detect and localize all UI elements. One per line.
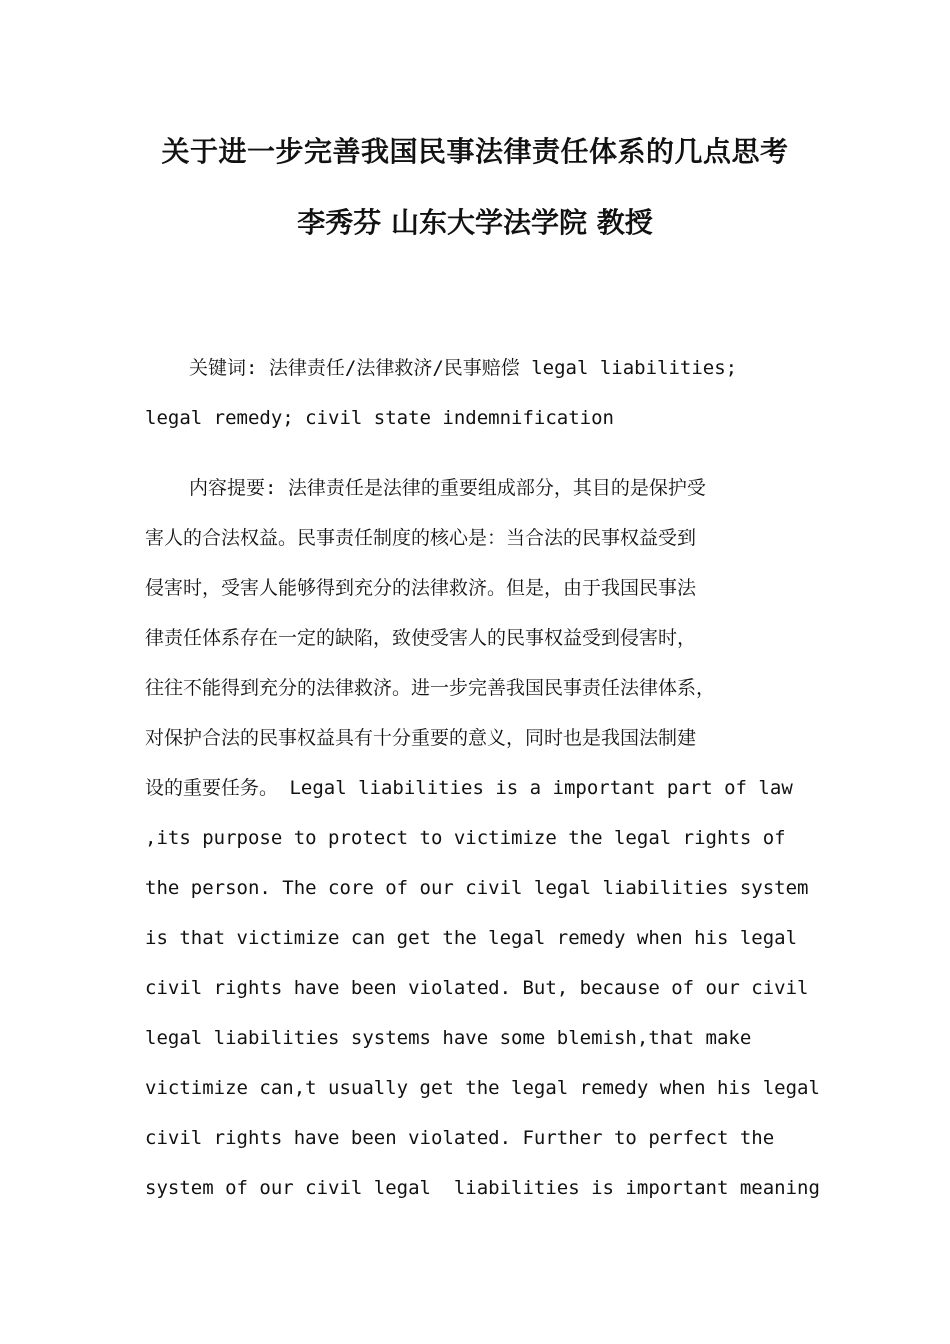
abstract-line: 侵害时，受害人能够得到充分的法律救济。但是，由于我国民事法 [145,577,697,599]
abstract-line: 内容提要: 法律责任是法律的重要组成部分，其目的是保护受 [189,477,706,499]
abstract-line: victimize can,t usually get the legal remedy when his legal [145,1077,820,1099]
document-title: 关于进一步完善我国民事法律责任体系的几点思考 [161,135,789,168]
keywords-line-2: legal remedy; civil state indemnification [145,407,614,429]
keywords-line-1: 关键词: 法律责任/法律救济/民事赔偿 legal liabilities; [189,357,738,379]
abstract-line: ,its purpose to protect to victimize the legal rights of [145,827,786,849]
keywords-paragraph [145,343,825,443]
abstract-line: system of our civil legal liabilities is important meaning [145,1177,820,1199]
abstract-paragraph [145,463,825,1213]
abstract-line: 对保护合法的民事权益具有十分重要的意义，同时也是我国法制建 [145,727,697,749]
abstract-line: 设的重要任务。 Legal liabilities is a important part of law [145,777,793,799]
abstract-line: 往往不能得到充分的法律救济。进一步完善我国民事责任法律体系， [145,677,716,699]
abstract-line: is that victimize can get the legal remedy when his legal [145,927,798,949]
abstract-line: civil rights have been violated. Further to perfect the [145,1127,775,1149]
author-line: 李秀芬 山东大学法学院 教授 [297,206,653,239]
abstract-line: the person. The core of our civil legal liabilities system [145,877,809,899]
abstract-line: 害人的合法权益。民事责任制度的核心是：当合法的民事权益受到 [145,527,697,549]
abstract-line: civil rights have been violated. But, because of our civil [145,977,809,999]
abstract-line: 律责任体系存在一定的缺陷，致使受害人的民事权益受到侵害时， [145,627,697,649]
abstract-line: legal liabilities systems have some blemish,that make [145,1027,752,1049]
